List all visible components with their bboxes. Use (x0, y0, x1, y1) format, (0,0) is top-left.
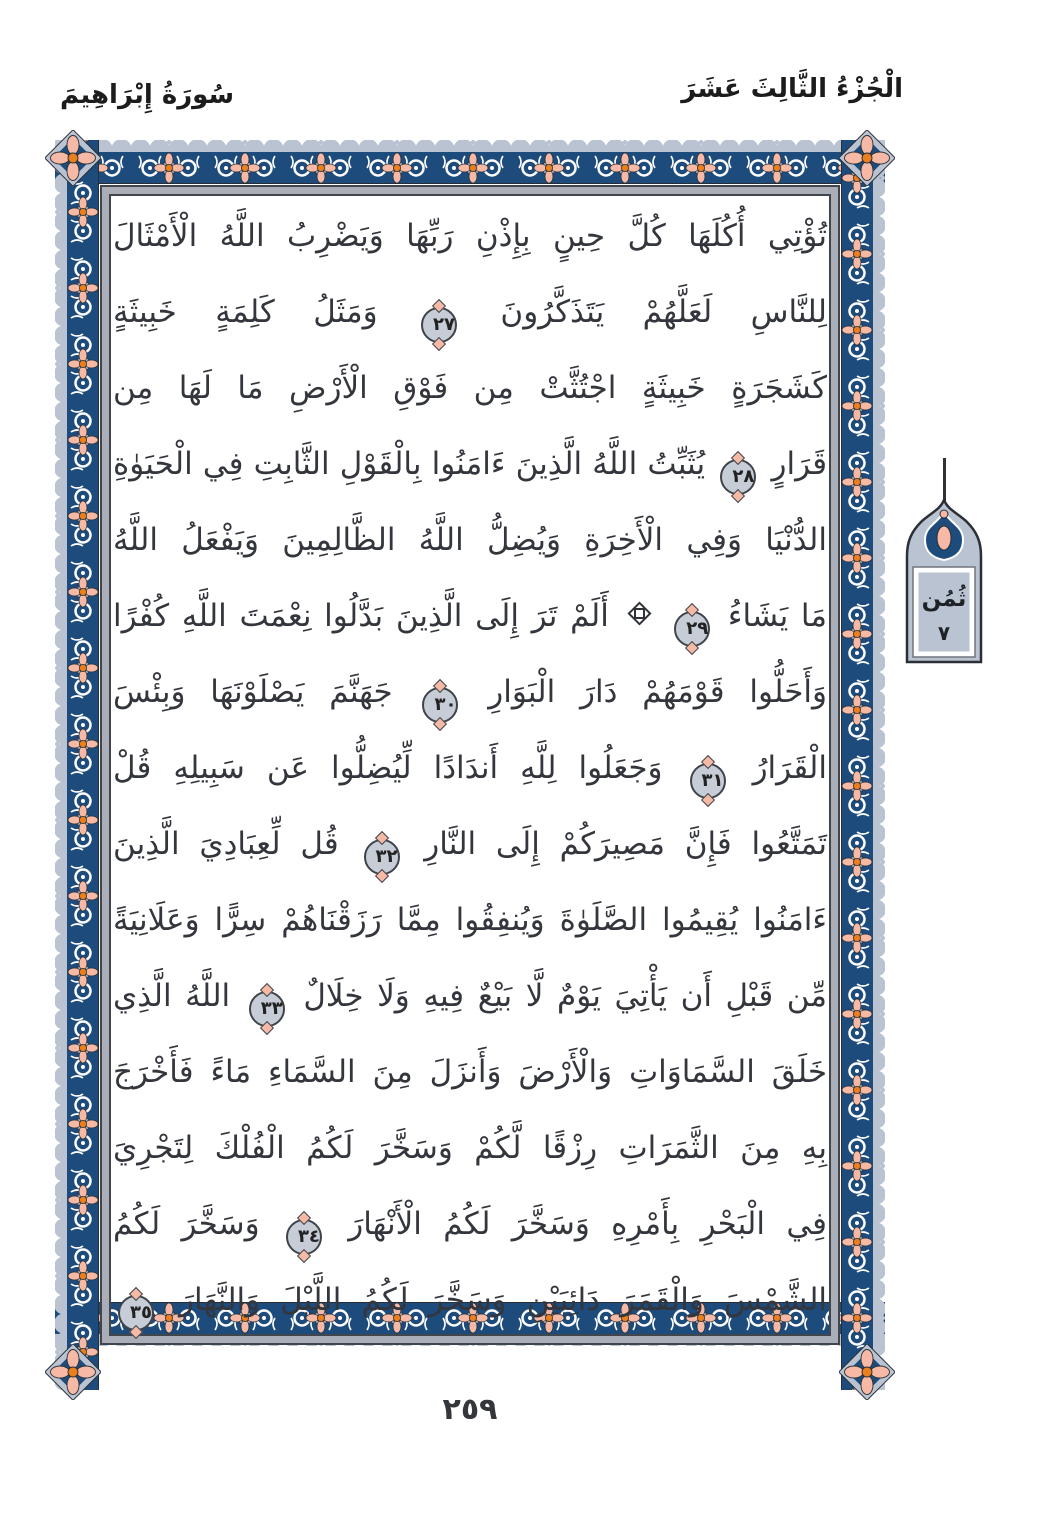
page-number: ٢٥٩ (442, 1392, 498, 1427)
ayah-text-run: وَأَحَلُّوا قَوْمَهُمْ دَارَ الْبَوَارِ (488, 674, 827, 710)
quran-text-block (113, 198, 827, 1338)
verse-number-medallion: ٣١ (690, 763, 726, 799)
verse-number-medallion: ٢٩ (674, 611, 710, 647)
verse-number-medallion: ٢٨ (720, 459, 756, 495)
thumn-number: ٧ (937, 621, 951, 645)
border-pattern-left (55, 140, 99, 1390)
border-pattern-top (55, 140, 885, 184)
verse-number-medallion: ٣٣ (249, 991, 285, 1027)
ayah-text-run: خَلَقَ السَّمَاوَاتِ وَالْأَرْضَ وَأَنزَلَ مِنَ السَّمَاءِ مَاءً فَأَخْرَجَ (113, 1054, 827, 1090)
ayah-text-run: أَلَمْ تَرَ إِلَى الَّذِينَ بَدَّلُوا نِعْمَتَ اللَّهِ كُفْرًا (113, 598, 609, 634)
verse-number-medallion: ٣٠ (422, 687, 458, 723)
ayah-text-run: تُؤْتِي أُكُلَهَا كُلَّ حِينٍ بِإِذْنِ رَبِّهَا وَيَضْرِبُ اللَّهُ الْأَمْثَالَ (113, 218, 827, 254)
ayah-text-run: الشَّمْسَ وَالْقَمَرَ دَائِبَيْنِ وَسَخَّرَ لَكُمُ اللَّيْلَ وَالنَّهَارَ (179, 1282, 827, 1318)
verse-number-medallion: ٣٥ (118, 1295, 154, 1331)
ayah-text-run: فِي الْبَحْرِ بِأَمْرِهِ وَسَخَّرَ لَكُمُ الْأَنْهَارَ (348, 1206, 827, 1242)
ayah-text-run: تَمَتَّعُوا فَإِنَّ مَصِيرَكُمْ إِلَى النَّارِ (424, 826, 828, 862)
border-corner-flower-icon (839, 130, 895, 186)
quran-line (113, 502, 827, 578)
verse-number-medallion: ٢٧ (421, 307, 457, 343)
border-pattern-right (841, 140, 885, 1390)
ayah-text-run: قَرَارٍ (771, 446, 828, 482)
ayah-text-run: الدُّنْيَا وَفِي الْأَخِرَةِ وَيُضِلُّ اللَّهُ الظَّالِمِينَ وَيَفْعَلُ اللَّهُ (113, 522, 827, 558)
surah-title: سُورَةُ إِبْرَاهِيمَ (60, 80, 235, 110)
verse-number-medallion: ٣٢ (364, 839, 400, 875)
ayah-text-run: يُثَبِّتُ اللَّهُ الَّذِينَ ءَامَنُوا بِالْقَوْلِ الثَّابِتِ فِي الْحَيَوٰةِ (113, 446, 706, 482)
ayah-text-run: وَسَخَّرَ لَكُمُ (113, 1206, 260, 1242)
quran-line (113, 274, 827, 350)
quran-line (113, 654, 827, 730)
quran-line (113, 350, 827, 426)
quran-line (113, 1262, 827, 1338)
quran-line (113, 1034, 827, 1110)
quran-line (113, 958, 827, 1034)
border-corner-flower-icon (45, 130, 101, 186)
quran-line (113, 730, 827, 806)
ayah-text-run: جَهَنَّمَ يَصْلَوْنَهَا وَبِئْسَ (113, 674, 393, 710)
quran-line (113, 806, 827, 882)
quran-line (113, 426, 827, 502)
quran-line (113, 578, 827, 654)
ayah-text-run: بِهِ مِنَ الثَّمَرَاتِ رِزْقًا لَّكُمْ وَسَخَّرَ لَكُمُ الْفُلْكَ لِتَجْرِيَ (113, 1130, 827, 1166)
quran-line (113, 1186, 827, 1262)
ayah-text-run: ءَامَنُوا يُقِيمُوا الصَّلَوٰةَ وَيُنفِقُوا مِمَّا رَزَقْنَاهُمْ سِرًّا وَعَلَانِيَةً (113, 902, 827, 938)
ayah-text-run: الْقَرَارُ (752, 750, 827, 786)
ayah-text-run: مَا يَشَاءُ (727, 598, 827, 634)
quran-line (113, 1110, 827, 1186)
ayah-text-run: وَمَثَلُ كَلِمَةٍ خَبِيثَةٍ (113, 294, 378, 330)
thumn-marker (899, 458, 989, 670)
juz-title: الْجُزْءُ الثَّالِثَ عَشَرَ (681, 74, 903, 104)
quran-line (113, 198, 827, 274)
quran-line (113, 882, 827, 958)
ayah-text-run: وَجَعَلُوا لِلَّهِ أَندَادًا لِّيُضِلُّوا عَن سَبِيلِهِ قُلْ (113, 750, 663, 786)
thumn-marker-stem (943, 458, 946, 502)
verse-number-medallion: ٣٤ (286, 1219, 322, 1255)
ayah-text-run: كَشَجَرَةٍ خَبِيثَةٍ اجْتُثَّتْ مِن فَوْقِ الْأَرْضِ مَا لَهَا مِن (113, 370, 827, 406)
thumn-label: ثُمُن (921, 586, 967, 612)
ayah-text-run: اللَّهُ الَّذِي (113, 978, 231, 1014)
ayah-text-run: لِلنَّاسِ لَعَلَّهُمْ يَتَذَكَّرُونَ (500, 294, 827, 330)
rub-el-hizb-icon (627, 601, 651, 625)
ayah-text-run: قُل لِّعِبَادِيَ الَّذِينَ (113, 826, 339, 862)
ayah-text-run: مِّن قَبْلِ أَن يَأْتِيَ يَوْمٌ لَّا بَيْعٌ فِيهِ وَلَا خِلَالٌ (303, 978, 827, 1014)
